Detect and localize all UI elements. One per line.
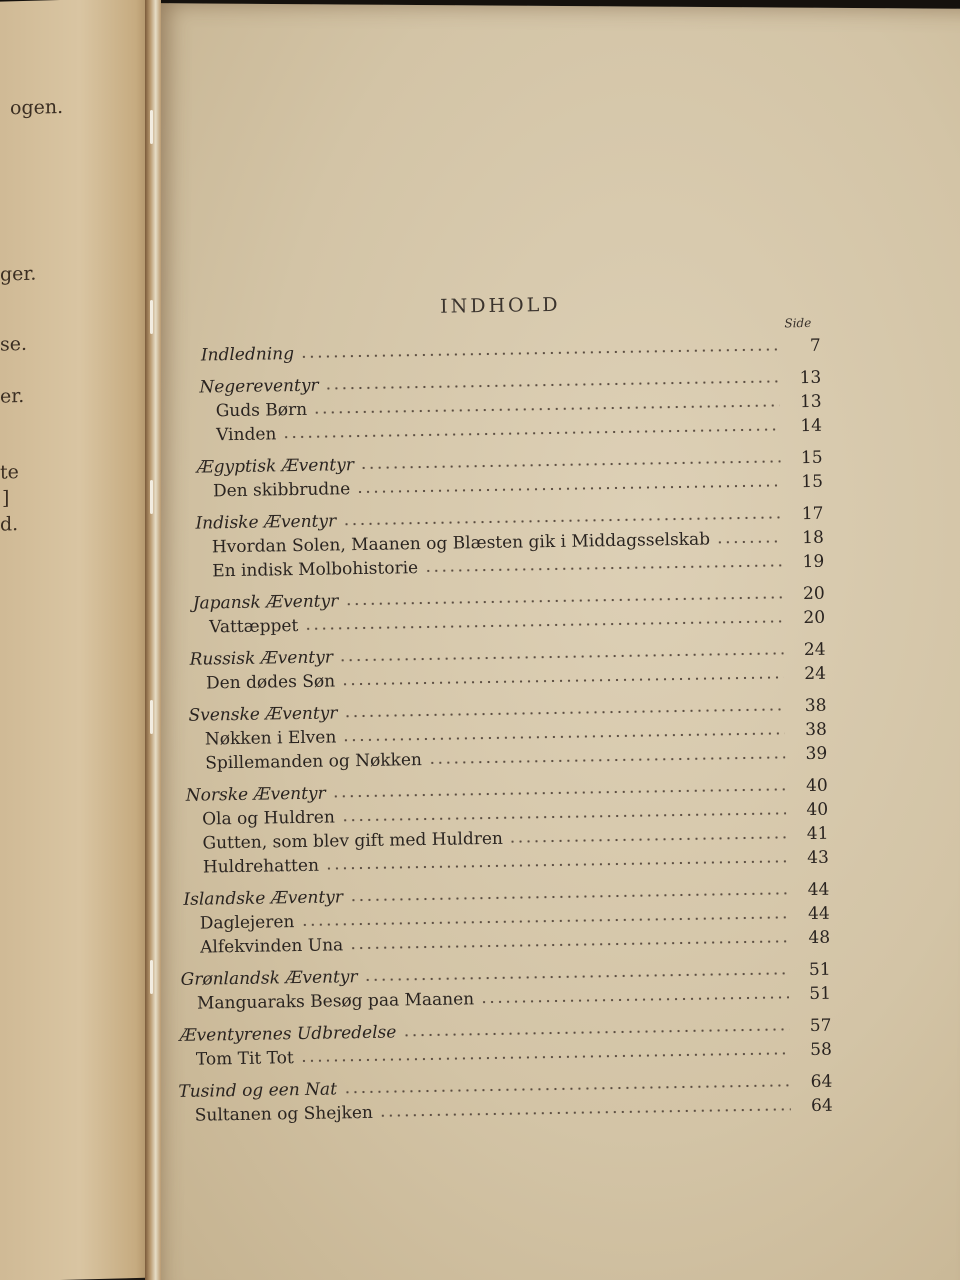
toc-entry-title: Huldrehatten xyxy=(202,855,320,878)
left-page xyxy=(0,0,160,1280)
toc-entry-title: Tom Tit Tot xyxy=(195,1048,294,1070)
dot-leader xyxy=(343,707,784,718)
toc-entry-title: Japansk Æventyr xyxy=(192,591,339,614)
toc-entry-title: Nøkken i Elven xyxy=(204,727,337,750)
left-text-fragment: te xyxy=(0,461,19,484)
toc-entry-title: Den skibbrudne xyxy=(212,479,351,502)
dot-leader xyxy=(300,1051,790,1063)
toc-page-number: 39 xyxy=(805,743,828,765)
binding-stitch xyxy=(150,300,153,334)
toc-page-number: 48 xyxy=(808,927,831,949)
toc-page-number: 14 xyxy=(800,415,823,437)
dot-leader xyxy=(343,1083,790,1094)
toc-page-number: 17 xyxy=(801,503,824,525)
left-text-fragment: d. xyxy=(0,513,19,536)
toc-page-number: 20 xyxy=(802,583,825,605)
toc-page-number: 57 xyxy=(809,1015,832,1037)
dot-leader xyxy=(304,619,783,631)
dot-leader xyxy=(356,483,781,494)
toc-page-number: 13 xyxy=(799,367,822,389)
toc-entry-title: Ægyptisk Æventyr xyxy=(196,455,355,478)
dot-leader xyxy=(424,563,782,573)
left-text-fragment: er. xyxy=(0,384,25,408)
toc-page-number: 15 xyxy=(801,471,824,493)
toc-page-number: 24 xyxy=(803,639,826,661)
toc-entry-title: Alfekvinden Una xyxy=(200,935,344,958)
toc-page-number: 40 xyxy=(805,775,828,797)
toc-page-number: 38 xyxy=(805,719,827,741)
toc-entry-title: Æventyrenes Udbredelse xyxy=(179,1022,397,1046)
page-column-label: Side xyxy=(784,315,812,331)
toc-entry-title: Norske Æventyr xyxy=(185,783,326,806)
dot-leader xyxy=(341,675,784,686)
dot-leader xyxy=(341,811,786,822)
dot-leader xyxy=(349,939,788,950)
toc-entry-title: Russisk Æventyr xyxy=(189,647,334,670)
toc-page-number: 43 xyxy=(807,847,829,869)
toc-entry-title: Sultanen og Shejken xyxy=(194,1102,374,1126)
toc-entry-title: Gutten, som blev gift med Huldren xyxy=(202,828,504,854)
toc-page-number: 7 xyxy=(809,335,821,356)
toc-entry-title: Islandske Æventyr xyxy=(183,887,344,910)
dot-leader xyxy=(339,651,784,662)
toc-page-number: 58 xyxy=(810,1039,833,1061)
toc-page-number: 51 xyxy=(809,983,832,1005)
dot-leader xyxy=(360,459,781,470)
toc-entry-title: Svenske Æventyr xyxy=(188,703,338,726)
toc-page-number: 41 xyxy=(806,823,829,845)
dot-leader xyxy=(402,1027,789,1037)
toc-entry-title: Indiske Æventyr xyxy=(195,511,337,534)
toc-page-number: 38 xyxy=(804,695,827,717)
toc-page-number: 20 xyxy=(803,607,826,629)
toc-entry-title: Manguaraks Besøg paa Maanen xyxy=(196,989,475,1014)
toc-page-number: 15 xyxy=(800,447,823,469)
toc-page-number: 44 xyxy=(807,903,830,925)
toc-entry-title: Indledning xyxy=(200,344,295,366)
toc-entry-title: Negereventyr xyxy=(199,375,319,398)
dot-leader xyxy=(300,347,779,359)
dot-leader xyxy=(282,427,780,439)
book-gutter xyxy=(145,0,161,1280)
toc-page-number: 24 xyxy=(804,663,827,685)
dot-leader xyxy=(344,595,782,606)
toc-page-number: 44 xyxy=(807,879,830,901)
toc-entry-title: Tusind og een Nat xyxy=(178,1079,338,1102)
toc-entry-title: Den dødes Søn xyxy=(205,671,336,694)
dot-leader xyxy=(716,539,782,544)
toc-page-number: 18 xyxy=(802,527,824,549)
toc-page-number: 64 xyxy=(810,1095,833,1116)
toc-entry-title: Ola og Huldren xyxy=(202,807,335,830)
left-text-fragment: ogen. xyxy=(10,95,64,120)
dot-leader xyxy=(364,971,789,982)
dot-leader xyxy=(313,403,780,414)
left-text-fragment: se. xyxy=(0,332,28,356)
dot-leader xyxy=(379,1107,791,1117)
dot-leader xyxy=(300,915,787,927)
dot-leader xyxy=(509,835,787,843)
binding-stitch xyxy=(150,960,153,994)
toc-page-number: 19 xyxy=(802,551,825,573)
toc-page-number: 51 xyxy=(808,959,831,981)
toc-page-number: 64 xyxy=(810,1071,833,1092)
dot-leader xyxy=(428,755,785,765)
binding-stitch xyxy=(150,110,153,144)
toc-entry-title: Daglejeren xyxy=(199,912,295,934)
dot-leader xyxy=(342,731,785,742)
dot-leader xyxy=(480,995,789,1004)
toc-entry-title: Guds Børn xyxy=(215,399,308,422)
binding-stitch xyxy=(150,480,153,514)
toc-entry-title: Vattæppet xyxy=(208,615,299,638)
toc-title: INDHOLD xyxy=(439,293,561,318)
dot-leader xyxy=(325,379,780,390)
dot-leader xyxy=(342,515,781,526)
toc-page-number: 13 xyxy=(799,391,822,413)
dot-leader xyxy=(349,891,787,902)
left-text-fragment: ger. xyxy=(0,262,37,286)
toc-entry-title: Grønlandsk Æventyr xyxy=(180,967,358,990)
toc-page-number: 40 xyxy=(806,799,829,821)
toc-entry-title: Spillemanden og Nøkken xyxy=(205,750,423,774)
toc-entry-title: Vinden xyxy=(215,424,277,446)
toc-entry-title: Hvordan Solen, Maanen og Blæsten gik i Middagsselskab xyxy=(211,529,711,558)
binding-stitch xyxy=(150,700,153,734)
dot-leader xyxy=(332,787,786,798)
left-text-fragment: ] xyxy=(2,487,10,510)
toc-entry-title: En indisk Molbohistorie xyxy=(212,558,419,582)
dot-leader xyxy=(325,859,787,870)
